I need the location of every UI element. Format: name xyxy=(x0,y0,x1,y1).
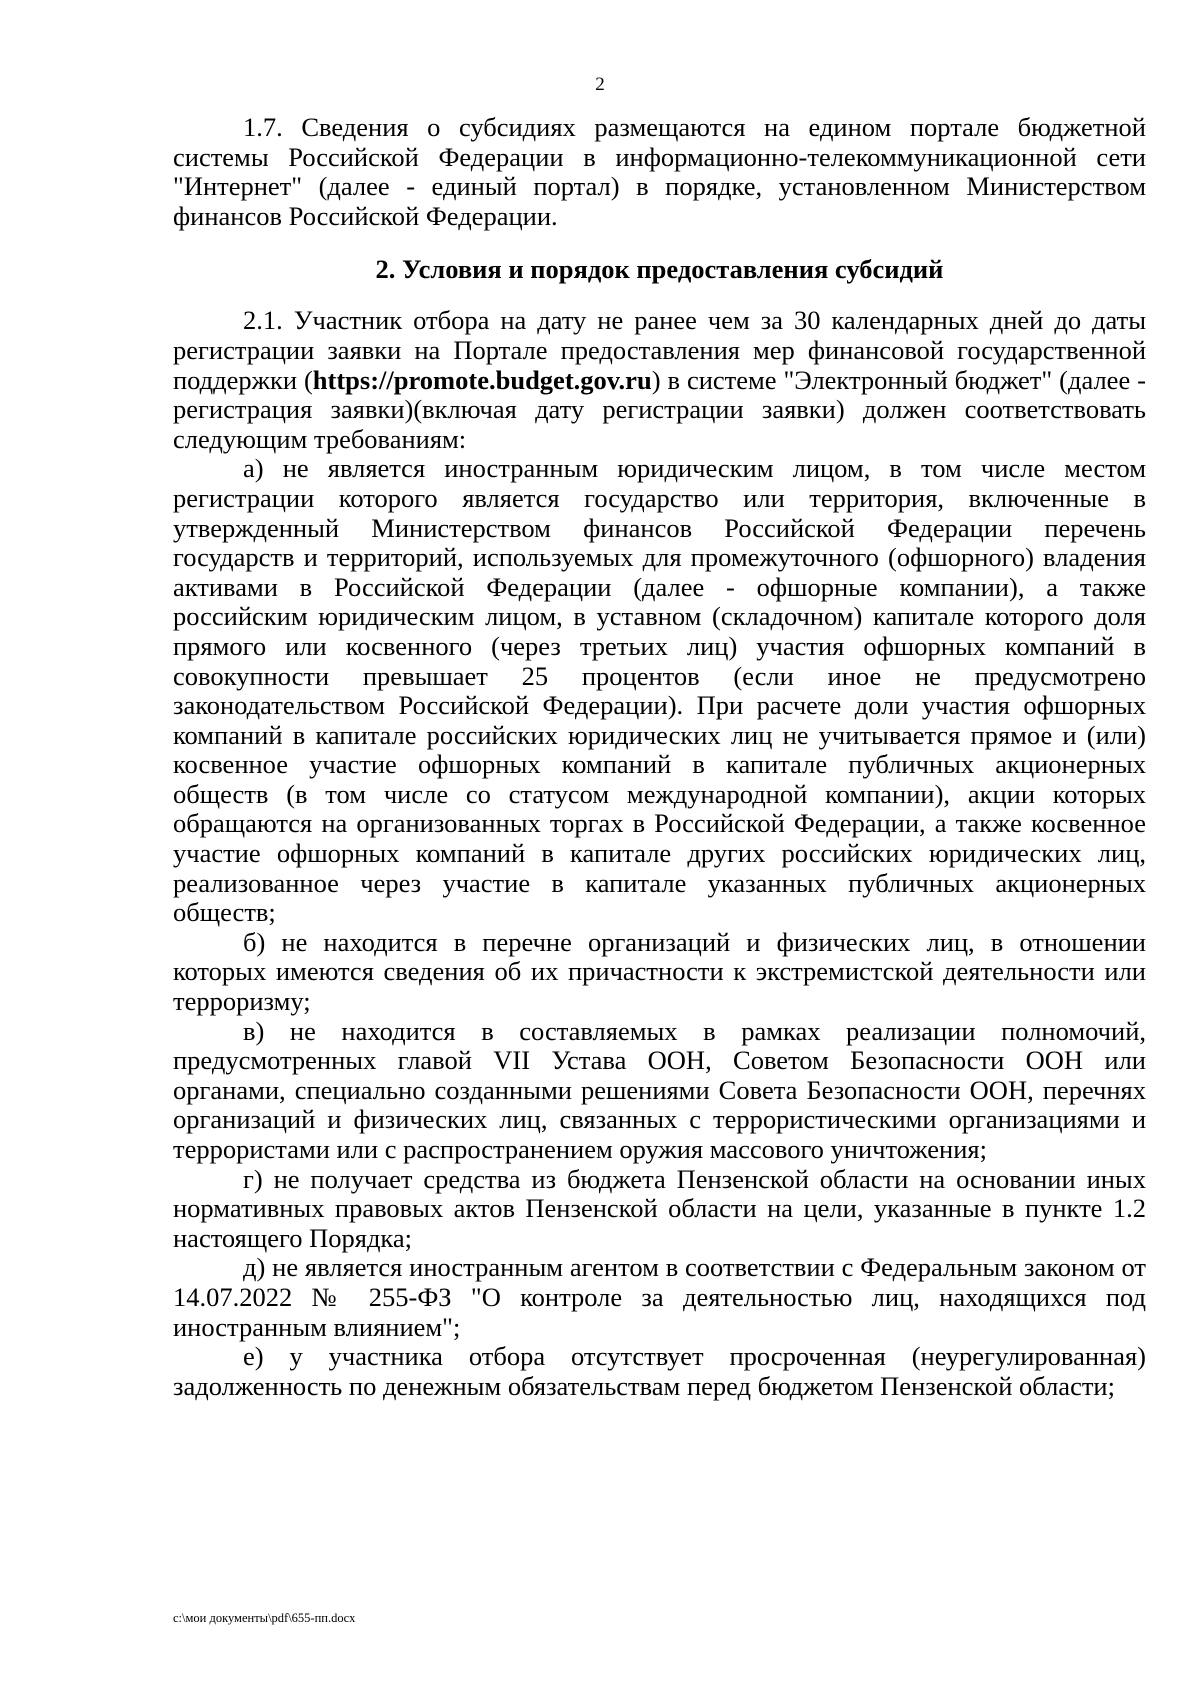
requirement-e: е) у участника отбора отсутствует просроченная (неурегулированная) задолженность по денежным обязательствам перед бюджетом Пензенской области; xyxy=(173,1341,1146,1401)
document-body xyxy=(173,113,1146,1401)
requirement-d: д) не является иностранным агентом в соответствии с Федеральным законом от 14.07.2022 № 255-ФЗ "О контроле за деятельностью лиц, находящихся под иностранным влиянием"; xyxy=(173,1252,1146,1342)
requirement-v: в) не находится в составляемых в рамках реализации полномочий, предусмотренных главой VII Устава ООН, Советом Безопасности ООН или органами, специально созданными решениями Совета Безопасности ООН, перечнях организаций и физических лиц, связанных с террористическими организациями и террористами или с распространением оружия массового уничтожения; xyxy=(173,1015,1146,1164)
paragraph-1-7: 1.7. Сведения о субсидиях размещаются на едином портале бюджетной системы Российской Федерации в информационно-телекоммуникационной сети "Интернет" (далее - единый портал) в порядке, установленном Министерством финансов Российской Федерации. xyxy=(173,112,1146,231)
section-heading: 2. Условия и порядок предоставления субсидий xyxy=(375,254,944,285)
requirement-g: г) не получает средства из бюджета Пензенской области на основании иных нормативных правовых актов Пензенской области на цели, указанные в пункте 1.2 настоящего Порядка; xyxy=(173,1163,1146,1253)
footer-file-path: c:\мои документы\pdf\655-пп.docx xyxy=(173,1611,356,1625)
requirement-b: б) не находится в перечне организаций и физических лиц, в отношении которых имеются сведения об их причастности к экстремистской деятельности или терроризму; xyxy=(173,926,1146,1017)
paragraph-2-1-text-start: 2.1. Участник отбора на дату не ранее чем за 30 календарных дней до даты регистрации заявки на Портале предоставления мер финансовой государственной поддержки ( xyxy=(173,305,1146,395)
paragraph-2-1-text-end: ) в системе "Электронный бюджет" (далее - регистрация заявки)(включая дату регистрации заявки) должен соответствовать следующим требованиям: xyxy=(173,364,1146,454)
portal-link[interactable]: https://promote.budget.gov.ru xyxy=(312,364,652,395)
page-number: 2 xyxy=(595,74,605,95)
paragraph-2-1 xyxy=(173,306,1146,454)
requirement-a: а) не является иностранным юридическим лицом, в том числе местом регистрации которого является государство или территория, включенные в утвержденный Министерством финансов Российской Федерации перечень государств и территорий, используемых для промежуточного (офшорного) владения активами в Российской Федерации (далее - офшорные компании), а также российским юридическим лицом, в уставном (складочном) капитале которого доля прямого или косвенного (через третьих лиц) участия офшорных компаний в совокупности превышает 25 процентов (если иное не предусмотрено законодательством Российской Федерации). При расчете доли участия офшорных компаний в капитале российских юридических лиц не учитывается прямое и (или) косвенное участие офшорных компаний в капитале публичных акционерных обществ (в том числе со статусом международной компании), акции которых обращаются на организованных торгах в Российской Федерации, а также косвенное участие офшорных компаний в капитале других российских юридических лиц, реализованное через участие в капитале указанных публичных акционерных обществ; xyxy=(173,453,1146,928)
